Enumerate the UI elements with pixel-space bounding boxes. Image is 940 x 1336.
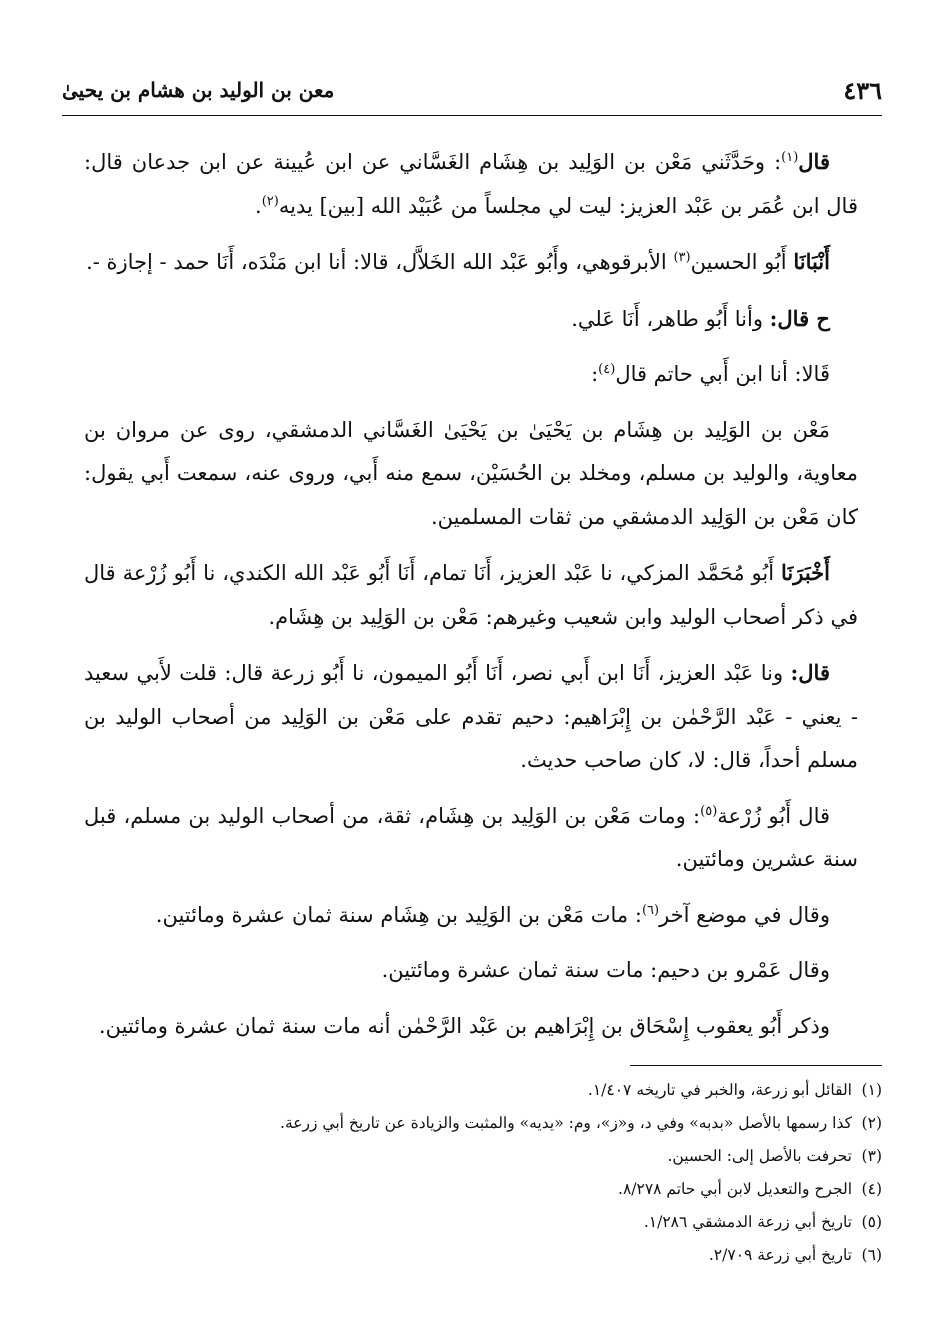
paragraph-text: وذكر أَبُو يعقوب إِسْحَاق بن إِبْرَاهيم بن عَبْد الرَّحْمٰن أنه مات سنة ثمان عشرة ومائتين. bbox=[98, 1013, 830, 1038]
footnote-number: (٣) bbox=[861, 1147, 882, 1165]
footnote-number: (١) bbox=[861, 1081, 882, 1099]
footnote bbox=[200, 1107, 882, 1140]
paragraph-9 bbox=[84, 894, 858, 938]
footnote-text: القائل أبو زرعة، والخبر في تاريخه ١/٤٠٧. bbox=[587, 1081, 852, 1099]
footnotes bbox=[200, 1074, 882, 1272]
paragraph-7 bbox=[84, 651, 858, 783]
paragraph-4 bbox=[84, 353, 858, 397]
footnote-separator bbox=[630, 1065, 882, 1066]
footnote-number: (٥) bbox=[861, 1213, 882, 1231]
footnote-text: تحرفت بالأصل إلى: الحسين. bbox=[667, 1147, 852, 1165]
footnote-ref: (١) bbox=[781, 150, 799, 165]
paragraph-tail: : ومات مَعْن بن الوَلِيد بن هِشَام، ثقة، من أصحاب الوليد بن مسلم، قبل سنة عشرين ومائتين. bbox=[84, 803, 858, 871]
paragraph-text: قَالا: أنا ابن أَبي حاتم قال bbox=[615, 362, 830, 386]
paragraph-5 bbox=[84, 409, 858, 540]
paragraph-2 bbox=[84, 240, 858, 285]
lead-word: أَخْبَرَنَا bbox=[781, 560, 830, 585]
paragraph-tail: . bbox=[255, 193, 262, 218]
footnote bbox=[200, 1239, 882, 1272]
footnote-ref: (٣) bbox=[673, 250, 691, 265]
footnote-ref: (٤) bbox=[598, 362, 616, 377]
paragraph-8 bbox=[84, 795, 858, 882]
running-title: معن بن الوليد بن هشام بن يحيىٰ bbox=[62, 78, 335, 102]
footnote-ref: (٢) bbox=[261, 193, 279, 209]
paragraph-text: أَبُو مُحَمَّد المزكي، نا عَبْد العزيز، أَنَا تمام، أَنَا أَبُو عَبْد الله الكندي، نا أَبُو زُرْعة قال في ذكر أصحاب الوليد وابن شعيب وغيرهم: مَعْن بن الوَلِيد بن هِشَام. bbox=[84, 561, 858, 629]
lead-word: أَنْبَانَا bbox=[793, 249, 830, 274]
footnote-text: تاريخ أبي زرعة ٢/٧٠٩. bbox=[708, 1246, 852, 1264]
footnote-ref: (٥) bbox=[700, 803, 718, 819]
paragraph-3 bbox=[84, 297, 858, 342]
footnote-text: الجرح والتعديل لابن أبي حاتم ٨/٢٧٨. bbox=[618, 1180, 852, 1198]
paragraph-11 bbox=[84, 1005, 858, 1049]
footnote-number: (٤) bbox=[861, 1180, 882, 1198]
page-header bbox=[62, 72, 882, 112]
header-rule bbox=[62, 115, 882, 116]
footnote bbox=[200, 1173, 882, 1206]
paragraph-text: مَعْن بن الوَلِيد بن هِشَام بن يَحْيَىٰ بن يَحْيَىٰ الغَسَّاني الدمشقي، روى عن مروان بن معاوية، والوليد بن مسلم، ومخلد بن الحُسَيْن، سمع منه أَبي، وروى عنه، سمعت أَبي يقول: كان مَعْن بن الوَلِيد الدمشقي من ثقات المسلمين. bbox=[84, 417, 858, 529]
paragraph-10 bbox=[84, 949, 858, 993]
paragraph-text: الأبرقوهي، وأَبُو عَبْد الله الخَلاَّل، قالا: أنا ابن مَنْدَه، أَنَا حمد - إجازة -. bbox=[86, 250, 674, 274]
lead-word: قال bbox=[798, 149, 830, 174]
main-text bbox=[84, 140, 858, 1060]
paragraph-text: أَبُو الحسين bbox=[690, 250, 794, 274]
paragraph-text: وقال في موضع آخر bbox=[659, 902, 830, 927]
lead-word: ح قال: bbox=[769, 305, 830, 331]
paragraph-tail: : مات مَعْن بن الوَلِيد بن هِشَام سنة ثمان عشرة ومائتين. bbox=[155, 902, 642, 927]
paragraph-text: ونا عَبْد العزيز، أَنَا ابن أَبي نصر، أَنَا أَبُو الميمون، نا أَبُو زرعة قال: قلت لأَبي سعيد - يعني - عَبْد الرَّحْمٰن بن إِبْرَاهيم: دحيم تقدم على مَعْن بن الوَلِيد من أصحاب الوليد بن مسلم أحداً، قال: لا، كان صاحب حديث. bbox=[84, 661, 858, 772]
footnote-text: كذا رسمها بالأصل «بدبه» وفي د، و«ز»، وم: «يديه» والمثبت والزيادة عن تاريخ أبي زرعة. bbox=[280, 1114, 852, 1132]
footnote-number: (٢) bbox=[861, 1114, 882, 1132]
footnote-number: (٦) bbox=[861, 1246, 882, 1264]
footnote bbox=[200, 1140, 882, 1173]
paragraph-text: قال أَبُو زُرْعة bbox=[717, 803, 830, 828]
paragraph-text: وأنا أَبُو طاهر، أَنَا عَلي. bbox=[571, 306, 770, 331]
footnote-ref: (٦) bbox=[641, 902, 660, 918]
paragraph-1 bbox=[84, 140, 858, 228]
page-number: ٤٣٦ bbox=[843, 76, 882, 105]
lead-word: قال: bbox=[790, 660, 830, 685]
footnote-text: تاريخ أبي زرعة الدمشقي ١/٢٨٦. bbox=[643, 1213, 852, 1231]
paragraph-text: : وحَدَّثَني مَعْن بن الوَلِيد بن هِشَام الغَسَّاني عن ابن عُيينة عن ابن جدعان قال: قال ابن عُمَر بن عَبْد العزيز: ليت لي مجلساً من عُبَيْد الله [بين] يديه bbox=[84, 150, 858, 218]
paragraph-text: وقال عَمْرو بن دحيم: مات سنة ثمان عشرة ومائتين. bbox=[381, 958, 830, 982]
paragraph-tail: : bbox=[591, 362, 599, 386]
paragraph-6 bbox=[84, 551, 858, 639]
footnote bbox=[200, 1074, 882, 1107]
footnote bbox=[200, 1206, 882, 1239]
